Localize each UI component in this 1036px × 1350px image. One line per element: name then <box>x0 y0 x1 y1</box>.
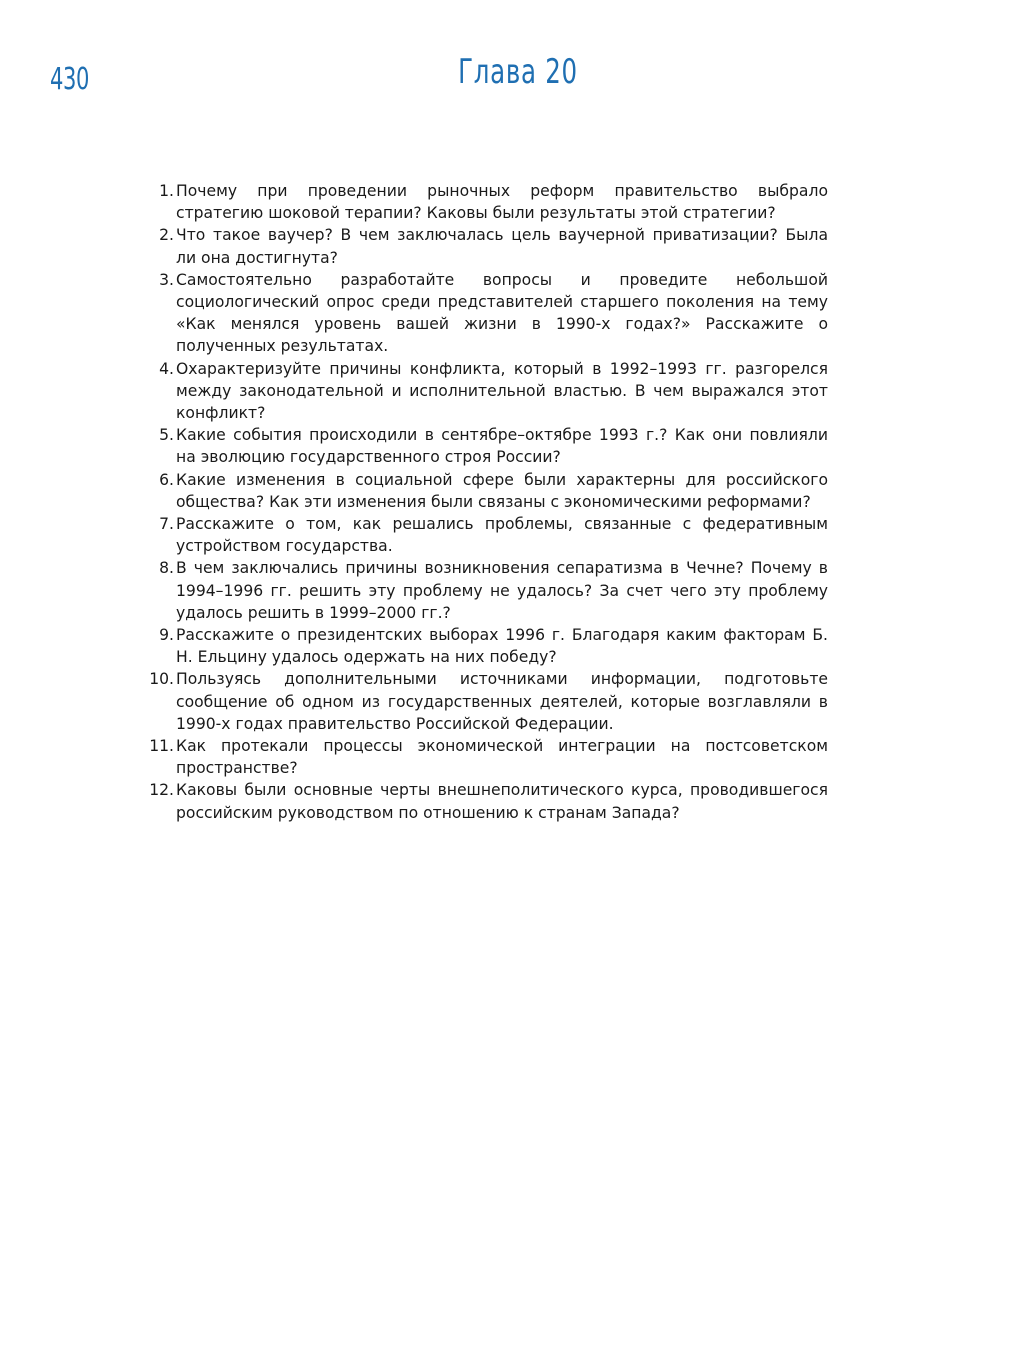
question-item <box>138 180 828 224</box>
chapter-title: Глава 20 <box>458 52 578 92</box>
question-item <box>138 358 828 425</box>
question-item <box>138 513 828 557</box>
question-number: 11. <box>149 737 174 756</box>
question-item <box>138 469 828 513</box>
question-number: 5. <box>159 426 174 445</box>
question-text: Какие события происходили в сентябре–октябре 1993 г.? Как они повлияли на эволюцию государственного строя России? <box>176 426 828 467</box>
question-number: 12. <box>149 781 174 800</box>
question-text: Пользуясь дополнительными источниками информации, подготовьте сообщение об одном из государственных деятелей, которые возглавляли в 1990-х годах правительство Российской Федерации. <box>176 670 828 733</box>
page-number: 430 <box>50 62 90 97</box>
question-item <box>138 779 828 823</box>
question-number: 8. <box>159 559 174 578</box>
question-text: Самостоятельно разработайте вопросы и проведите небольшой социологический опрос среди представителей старшего поколения на тему «Как менялся уровень вашей жизни в 1990-х годах?» Расскажите о полученных результатах. <box>176 270 828 356</box>
question-number: 2. <box>159 226 174 245</box>
question-text: Какие изменения в социальной сфере были характерны для российского общества? Как эти изменения были связаны с экономическими реформами? <box>176 470 828 511</box>
question-item <box>138 668 828 735</box>
questions-list <box>138 180 828 824</box>
question-text: Каковы были основные черты внешнеполитического курса, проводившегося российским руководством по отношению к странам Запада? <box>176 781 828 822</box>
question-number: 6. <box>159 470 174 489</box>
question-item <box>138 557 828 624</box>
question-number: 10. <box>149 670 174 689</box>
question-text: Охарактеризуйте причины конфликта, который в 1992–1993 гг. разгорелся между законодательной и исполнительной властью. В чем выражался этот конфликт? <box>176 359 828 423</box>
question-text: Как протекали процессы экономической интеграции на постсоветском пространстве? <box>176 737 828 778</box>
question-item <box>138 424 828 468</box>
question-text: Расскажите о президентских выборах 1996 г. Благодаря каким факторам Б. Н. Ельцину удалось одержать на них победу? <box>176 626 828 667</box>
question-number: 7. <box>159 515 174 534</box>
question-item <box>138 224 828 268</box>
question-text: Почему при проведении рыночных реформ правительство выбрало стратегию шоковой терапии? Каковы были результаты этой стратегии? <box>176 182 828 223</box>
question-text: Расскажите о том, как решались проблемы, связанные с федеративным устройством государства. <box>176 515 828 556</box>
question-number: 3. <box>159 270 174 289</box>
question-number: 1. <box>159 182 174 200</box>
question-item <box>138 735 828 779</box>
question-number: 4. <box>159 359 174 378</box>
question-item <box>138 269 828 358</box>
question-text: Что такое ваучер? В чем заключалась цель ваучерной приватизации? Была ли она достигнута? <box>176 226 828 267</box>
question-item <box>138 624 828 668</box>
question-number: 9. <box>159 626 174 645</box>
question-text: В чем заключались причины возникновения сепаратизма в Чечне? Почему в 1994–1996 гг. решить эту проблему не удалось? За счет чего эту проблему удалось решить в 1999–2000 гг.? <box>176 559 828 622</box>
